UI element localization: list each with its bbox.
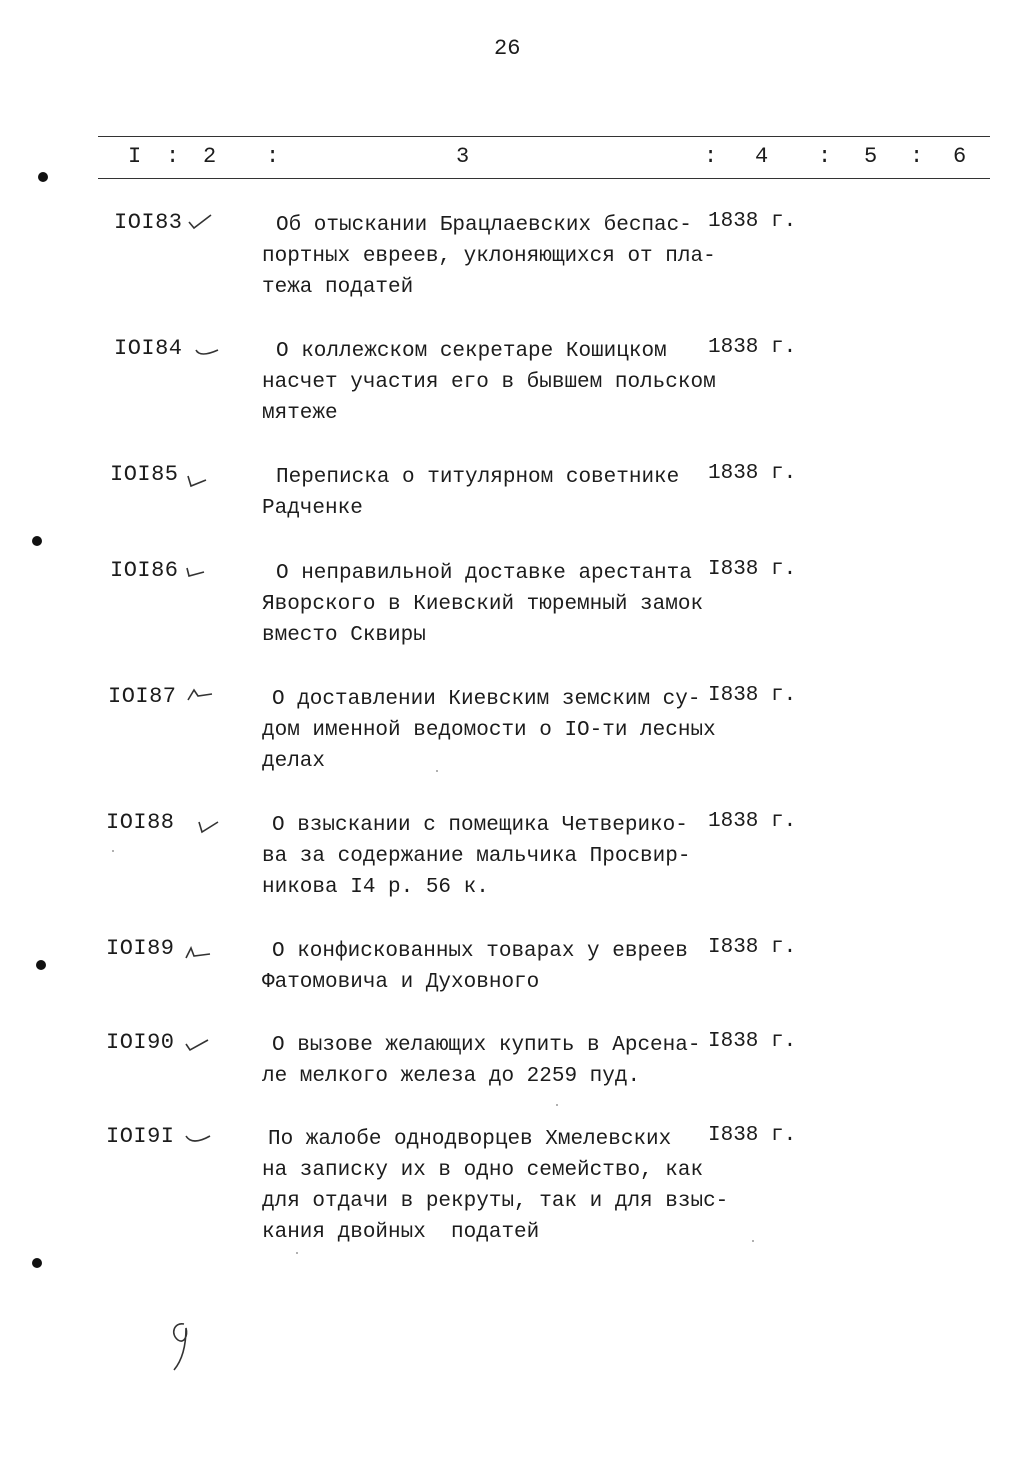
description-line: Радченке [262,497,363,520]
file-year: I838 г. [708,936,797,959]
file-year: I838 г. [708,1124,797,1147]
page-number: 26 [494,36,521,61]
file-year: I838 г. [708,1030,797,1053]
punch-hole [32,536,42,546]
header-col-5: 5 [864,144,878,169]
file-number: IOI86 [110,558,179,583]
header-col-3: 3 [456,144,470,169]
description-line: О взыскании с помещика Четверико- [272,814,688,837]
header-col-6: 6 [953,144,967,169]
header-sep-1: : [166,144,180,169]
file-description [262,210,782,303]
description-line: мятеже [262,402,338,425]
handwritten-signature [164,1318,204,1383]
description-line: на записку их в одно семейство, как [262,1159,704,1182]
description-line: делах [262,750,326,773]
file-year: 1838 г. [708,210,797,233]
description-line: вместо Сквиры [262,624,426,647]
check-mark-icon [184,562,212,582]
description-line: тежа податей [262,276,414,299]
description-line: О коллежском секретаре Кошицком [276,340,667,363]
file-number: IOI87 [108,684,177,709]
header-sep-5: : [910,144,924,169]
file-year: 1838 г. [708,810,797,833]
description-line: О доставлении Киевским земским су- [272,688,701,711]
header-col-4: 4 [755,144,769,169]
description-line: ва за содержание мальчика Просвир- [262,845,691,868]
file-number: IOI84 [114,336,183,361]
description-line: портных евреев, уклоняющихся от пла- [262,245,716,268]
header-sep-3: : [704,144,718,169]
file-number: IOI90 [106,1030,175,1055]
description-line: кания двойных податей [262,1221,540,1244]
file-description [262,1030,782,1092]
check-mark-icon [186,212,214,232]
file-description [262,558,782,651]
description-line: никова I4 р. 56 к. [262,876,489,899]
description-line: Об отыскании Брацлаевских беспас- [276,214,692,237]
header-col-1: I [128,144,142,169]
description-line: О неправильной доставке арестанта [276,562,692,585]
file-number: IOI88 [106,810,175,835]
header-sep-2: : [266,144,280,169]
description-line: для отдачи в рекруты, так и для взыс- [262,1190,729,1213]
file-year: I838 г. [708,558,797,581]
file-number: IOI85 [110,462,179,487]
file-year: I838 г. [708,684,797,707]
check-mark-icon [184,942,212,962]
check-mark-icon [194,342,222,362]
description-line: насчет участия его в бывшем польском [262,371,716,394]
header-bottom-rule [98,178,990,179]
paper-speck [112,850,114,852]
paper-speck [296,1252,298,1254]
file-number: IOI89 [106,936,175,961]
description-line: По жалобе однодворцев Хмелевских [268,1128,672,1151]
description-line: О конфискованных товарах у евреев [272,940,688,963]
check-mark-icon [196,816,224,836]
description-line: дом именной ведомости о IO-ти лесных [262,719,716,742]
file-year: 1838 г. [708,462,797,485]
paper-speck [752,1240,754,1242]
paper-speck [556,1104,558,1106]
header-sep-4: : [818,144,832,169]
punch-hole [36,960,46,970]
description-line: ле мелкого железа до 2259 пуд. [262,1065,641,1088]
file-number: IOI83 [114,210,183,235]
description-line: О вызове желающих купить в Арсена- [272,1034,701,1057]
description-line: Яворского в Киевский тюремный замок [262,593,704,616]
punch-hole [32,1258,42,1268]
check-mark-icon [186,686,214,706]
description-line: Фатомовича и Духовного [262,971,540,994]
description-line: Переписка о титулярном советнике [276,466,680,489]
header-col-2: 2 [203,144,217,169]
file-description [262,462,782,524]
check-mark-icon [184,1128,212,1148]
file-number: IOI9I [106,1124,175,1149]
file-description [262,1124,782,1248]
punch-hole [38,172,48,182]
file-year: 1838 г. [708,336,797,359]
paper-speck [436,770,438,772]
check-mark-icon [184,1034,212,1054]
file-description [262,684,782,777]
file-description [262,336,782,429]
file-description [262,810,782,903]
check-mark-icon [184,472,212,492]
header-top-rule [98,136,990,137]
file-description [262,936,782,998]
